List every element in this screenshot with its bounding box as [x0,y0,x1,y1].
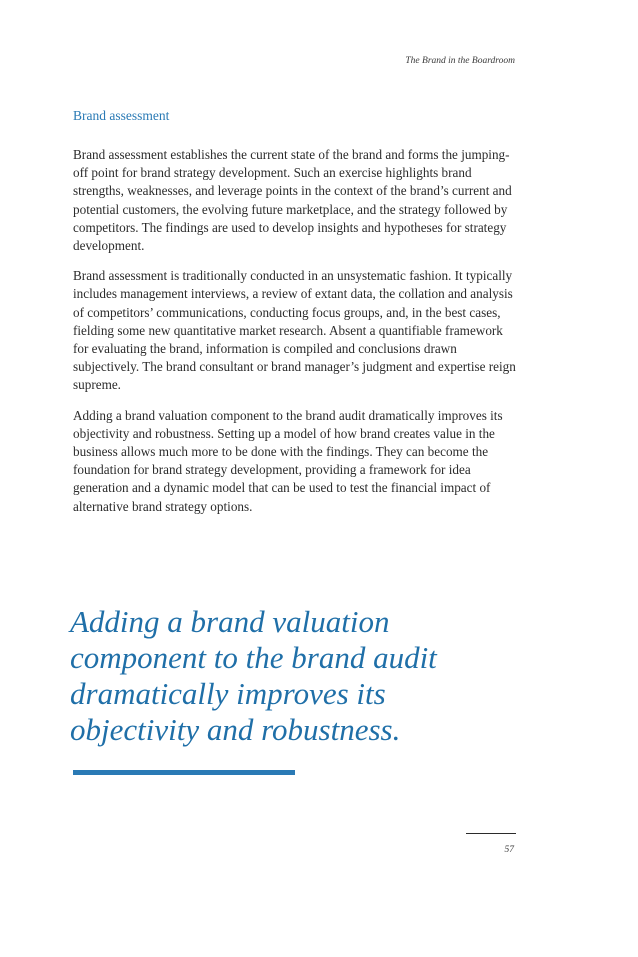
section-heading: Brand assessment [73,108,170,123]
body-paragraph-3: Adding a brand valuation component to the brand audit dramatically improves its objectivity and robustness. Setting up a model of how brand creates value in the business allows much more to be done with the findings. They can become the foundation for brand strategy development, providing a framework for idea generation and a dynamic model that can be used to test the financial impact of alternative brand strategy options. [73,407,503,514]
pull-quote: Adding a brand valuation component to the brand audit dramatically improves its objectivity and robustness. [70,604,437,747]
page-number: 57 [504,845,514,855]
folio-rule [466,833,516,834]
pull-quote-rule [73,770,295,775]
running-header: The Brand in the Boardroom [405,56,515,66]
body-paragraph-2: Brand assessment is traditionally conducted in an unsystematic fashion. It typically includes management interviews, a review of extant data, the collation and analysis of competitors’ communications, conducting focus groups, and, in the best cases, fielding some new quantitative market research. Absent a quantifiable framework for evaluating the brand, information is compiled and conclusions drawn subjectively. The brand consultant or brand manager’s judgment and expertise reign supreme. [73,268,516,393]
main-content [73,108,521,528]
body-paragraph-1: Brand assessment establishes the current state of the brand and forms the jumping-off point for brand strategy development. Such an exercise highlights brand strengths, weaknesses, and leverage points in the context of the brand’s current and potential customers, the evolving future marketplace, and the strategy followed by competitors. The findings are used to develop insights and hypotheses for strategy development. [73,147,512,254]
